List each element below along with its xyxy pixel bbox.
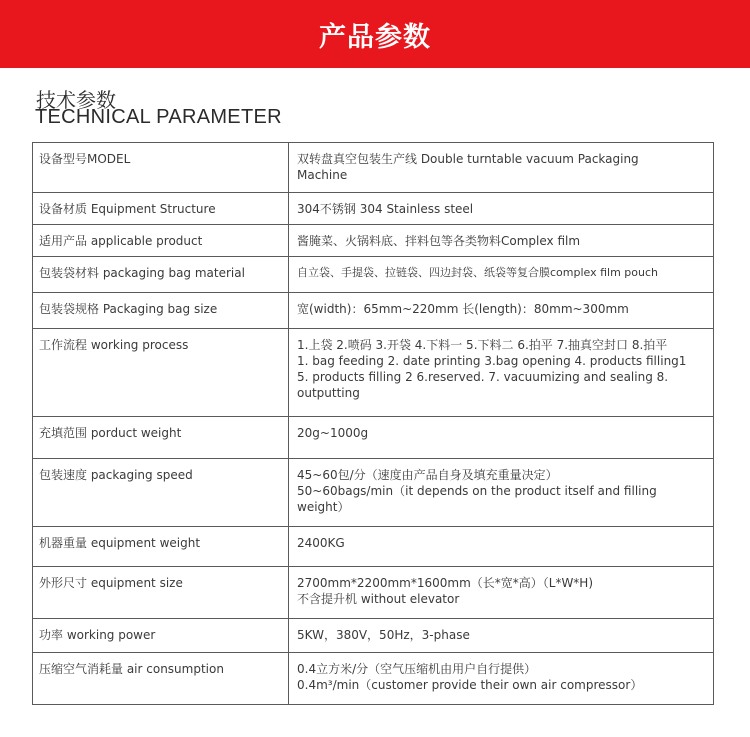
param-value bbox=[289, 257, 714, 293]
param-value bbox=[289, 143, 714, 193]
table-row bbox=[33, 417, 714, 459]
table-row bbox=[33, 459, 714, 527]
table-row bbox=[33, 225, 714, 257]
table-row bbox=[33, 527, 714, 567]
param-value-line: weight） bbox=[297, 500, 350, 514]
param-label: 外形尺寸 equipment size bbox=[33, 567, 289, 619]
param-label: 包装速度 packaging speed bbox=[33, 459, 289, 527]
param-value-line: 1. bag feeding 2. date printing 3.bag opening 4. products filling1 bbox=[297, 354, 687, 368]
table-row bbox=[33, 567, 714, 619]
param-value bbox=[289, 459, 714, 527]
param-value bbox=[289, 329, 714, 417]
table-row bbox=[33, 619, 714, 653]
param-value-line: 2400KG bbox=[297, 536, 345, 550]
param-value-line: 45~60包/分（速度由产品自身及填充重量决定） bbox=[297, 468, 558, 482]
param-label: 充填范围 porduct weight bbox=[33, 417, 289, 459]
param-value-line: 5. products filling 2 6.reserved. 7. vacuumizing and sealing 8. bbox=[297, 370, 669, 384]
param-value-line: Machine bbox=[297, 168, 348, 182]
banner-title: 产品参数 bbox=[319, 21, 431, 53]
param-value-line: 0.4m³/min（customer provide their own air compressor） bbox=[297, 678, 643, 692]
param-label: 包装袋材料 packaging bag material bbox=[33, 257, 289, 293]
param-value bbox=[289, 619, 714, 653]
param-value-line: 20g~1000g bbox=[297, 426, 369, 440]
param-label: 压缩空气消耗量 air consumption bbox=[33, 653, 289, 705]
parameter-table bbox=[32, 142, 714, 705]
param-value bbox=[289, 417, 714, 459]
param-value-line: 不含提升机 without elevator bbox=[297, 592, 460, 606]
param-value-line: outputting bbox=[297, 386, 360, 400]
table-row bbox=[33, 193, 714, 225]
param-value bbox=[289, 193, 714, 225]
section-heading-en: TECHNICAL PARAMETER bbox=[35, 106, 282, 128]
param-label: 功率 working power bbox=[33, 619, 289, 653]
param-value bbox=[289, 225, 714, 257]
table-row bbox=[33, 293, 714, 329]
param-label: 机器重量 equipment weight bbox=[33, 527, 289, 567]
param-value bbox=[289, 653, 714, 705]
table-row bbox=[33, 143, 714, 193]
table-row bbox=[33, 257, 714, 293]
param-value bbox=[289, 527, 714, 567]
param-value-line: 宽(width)：65mm~220mm 长(length)：80mm~300mm bbox=[297, 302, 629, 316]
param-value-line: 5KW，380V，50Hz，3-phase bbox=[297, 628, 470, 642]
param-value-line: 自立袋、手提袋、拉链袋、四边封袋、纸袋等复合膜complex film pouch bbox=[297, 266, 659, 279]
param-value-line: 双转盘真空包装生产线 Double turntable vacuum Packaging bbox=[297, 152, 639, 166]
param-label: 适用产品 applicable product bbox=[33, 225, 289, 257]
param-value bbox=[289, 293, 714, 329]
param-value-line: 酱腌菜、火锅料底、拌料包等各类物料Complex film bbox=[297, 234, 581, 248]
param-value-line: 50~60bags/min（it depends on the product itself and filling bbox=[297, 484, 657, 498]
header-banner bbox=[0, 0, 750, 68]
param-label: 设备材质 Equipment Structure bbox=[33, 193, 289, 225]
param-label: 设备型号MODEL bbox=[33, 143, 289, 193]
table-row bbox=[33, 653, 714, 705]
param-value bbox=[289, 567, 714, 619]
param-label: 工作流程 working process bbox=[33, 329, 289, 417]
section-heading-cn: 技术参数 bbox=[36, 88, 116, 112]
table-row bbox=[33, 329, 714, 417]
param-value-line: 304不锈钢 304 Stainless steel bbox=[297, 202, 474, 216]
param-value-line: 1.上袋 2.喷码 3.开袋 4.下料一 5.下料二 6.拍平 7.抽真空封口 8.拍平 bbox=[297, 338, 668, 352]
param-label: 包装袋规格 Packaging bag size bbox=[33, 293, 289, 329]
param-value-line: 0.4立方米/分（空气压缩机由用户自行提供） bbox=[297, 662, 537, 676]
param-value-line: 2700mm*2200mm*1600mm（长*宽*高）（L*W*H) bbox=[297, 576, 594, 590]
